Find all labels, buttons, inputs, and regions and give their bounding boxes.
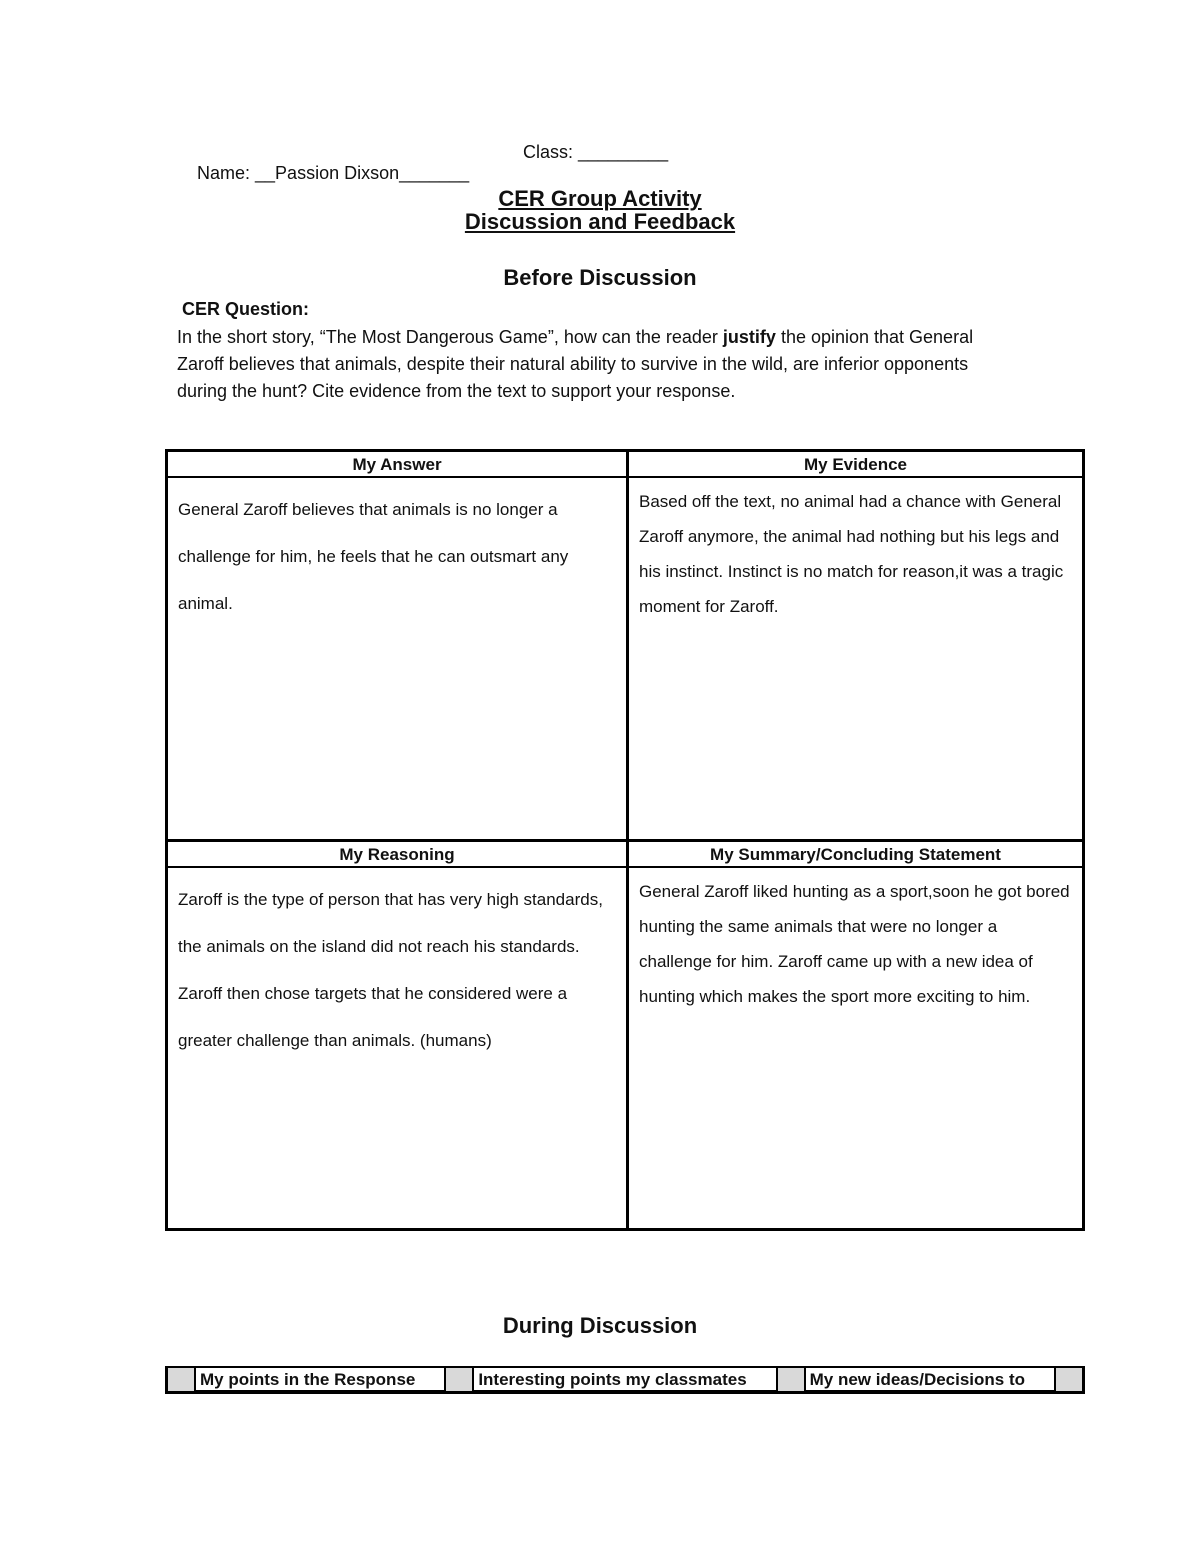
- evidence-header: My Evidence: [629, 452, 1082, 478]
- cer-question-label: CER Question:: [182, 299, 310, 319]
- question-part-2: the opinion that General Zaroff believes that animals, despite their natural ability to survive in the wild, are inferior opponents during the hunt? Cite evidence from the text to support your response.: [177, 327, 974, 401]
- during-discussion-heading: During Discussion: [502, 1313, 698, 1338]
- column-shade-box: [776, 1368, 806, 1391]
- answer-cell[interactable]: [168, 452, 626, 839]
- evidence-cell[interactable]: [629, 452, 1082, 839]
- column-new-ideas: My new ideas/Decisions to: [806, 1368, 1054, 1391]
- class-field[interactable]: Class: _________: [523, 142, 669, 162]
- column-classmates-points: Interesting points my classmates: [474, 1368, 775, 1391]
- column-shade-box: [1054, 1368, 1082, 1391]
- cer-question-text: [177, 324, 997, 405]
- name-field[interactable]: Name: __Passion Dixson_______: [197, 163, 470, 183]
- column-shade-box: [168, 1368, 196, 1391]
- evidence-text[interactable]: Based off the text, no animal had a chance with General Zaroff anymore, the animal had nothing but his legs and his instinct. Instinct is no match for reason,it was a tragic moment for Zaroff.: [639, 492, 1064, 616]
- summary-cell[interactable]: [629, 842, 1082, 1228]
- summary-text[interactable]: General Zaroff liked hunting as a sport,soon he got bored hunting the same animals that were no longer a challenge for him. Zaroff came up with a new idea of hunting which makes the sport more exciting to him.: [639, 882, 1070, 1006]
- summary-header: My Summary/Concluding Statement: [629, 842, 1082, 868]
- answer-text[interactable]: General Zaroff believes that animals is no longer a challenge for him, he feels that he can outsmart any animal.: [178, 500, 569, 613]
- activity-subtitle: Discussion and Feedback: [464, 209, 736, 234]
- question-bold-word: justify: [722, 327, 776, 347]
- reasoning-cell[interactable]: [168, 842, 626, 1228]
- answer-header: My Answer: [168, 452, 626, 478]
- column-my-points: My points in the Response: [196, 1368, 444, 1391]
- question-part-1: In the short story, “The Most Dangerous Game”, how can the reader: [177, 327, 723, 347]
- reasoning-header: My Reasoning: [168, 842, 626, 868]
- during-discussion-table-header: [165, 1366, 1085, 1394]
- before-discussion-heading: Before Discussion: [503, 265, 697, 290]
- cer-grid: [165, 449, 1085, 1231]
- column-shade-box: [444, 1368, 474, 1391]
- reasoning-text[interactable]: Zaroff is the type of person that has very high standards, the animals on the island did not reach his standards. Zaroff then chose targets that he considered were a greater challenge than animals. (humans): [178, 890, 603, 1050]
- activity-title: CER Group Activity: [498, 186, 702, 211]
